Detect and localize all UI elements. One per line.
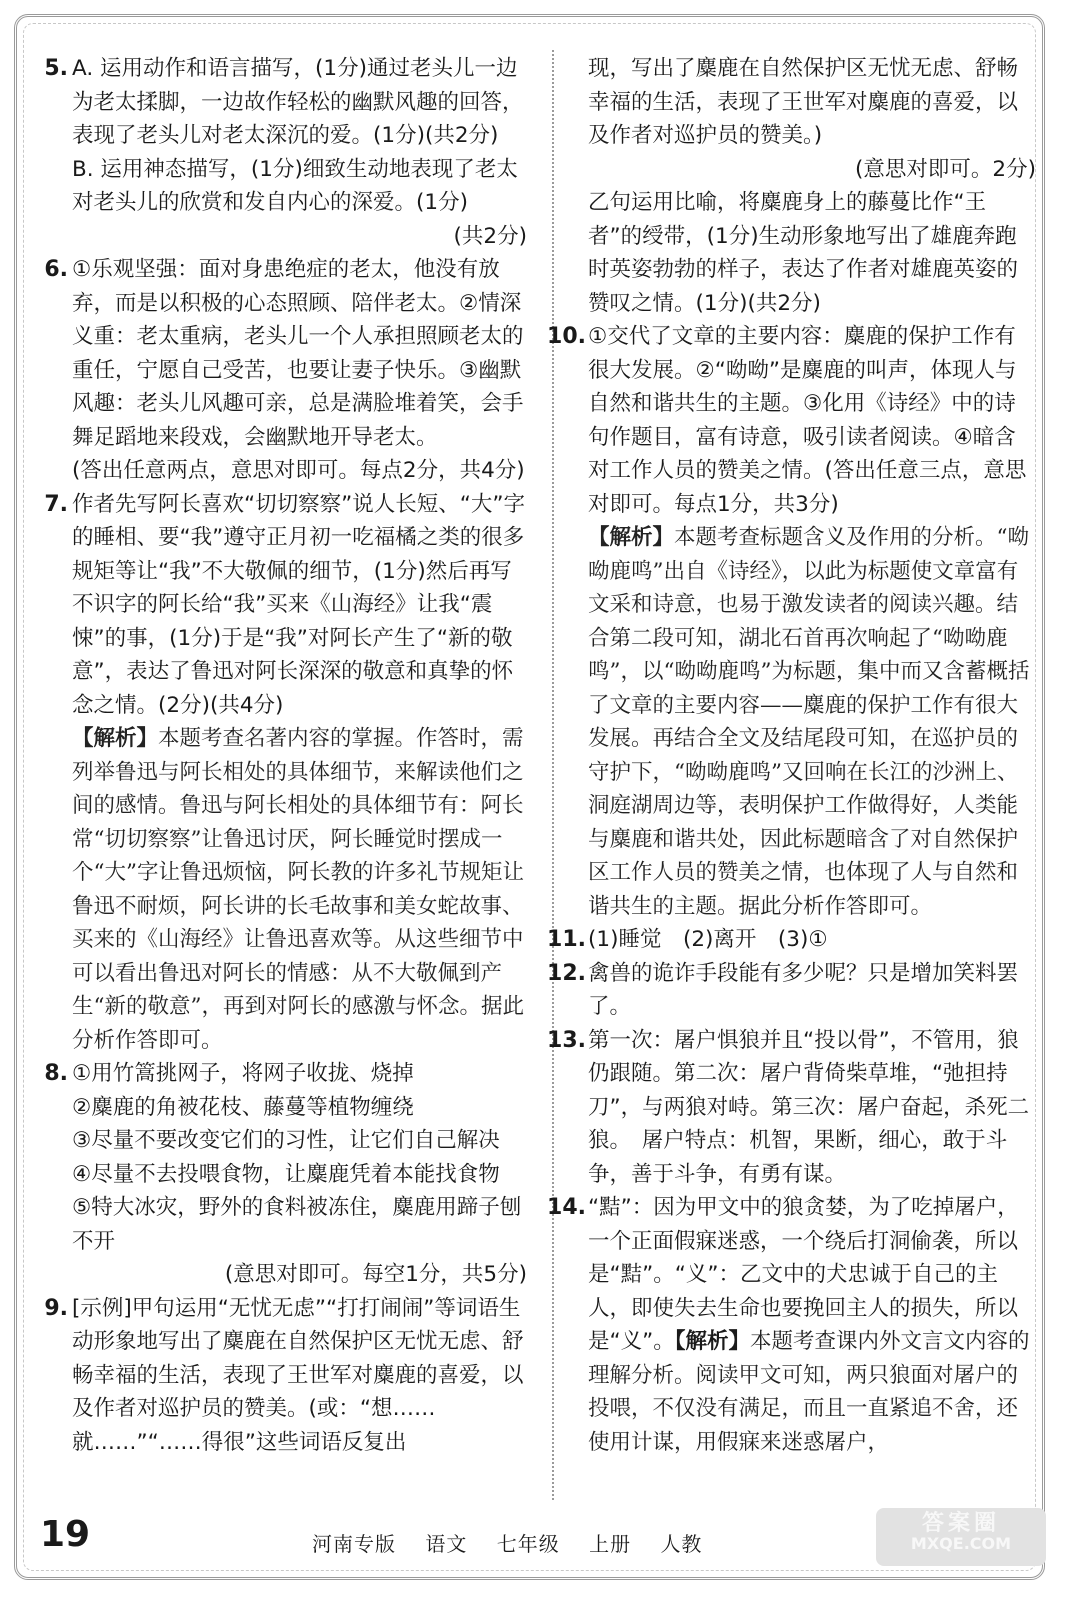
score-note: (意思对即可。每空1分，共5分) <box>224 1262 527 1287</box>
analysis <box>588 521 1036 923</box>
answer-line-3: ③尽量不要改变它们的习性，让它们自己解决 <box>72 1128 500 1153</box>
publication-info <box>312 1528 724 1557</box>
analysis-tag: 【解析】 <box>674 1329 751 1354</box>
right-column <box>547 52 1036 1459</box>
question-number: 6. <box>44 257 68 282</box>
edition: 河南专版 <box>312 1532 396 1556</box>
answer-14 <box>547 1191 1036 1459</box>
grade: 七年级 <box>496 1532 560 1556</box>
answer-text: ①交代了文章的主要内容：麋鹿的保护工作有很大发展。②“呦呦”是麋鹿的叫声，体现人与自然和谐共生的主题。③化用《诗经》中的诗句作题目，富有诗意，吸引读者阅读。④暗含对工作人员的赞美之情。(答出任意三点，意思对即可。每点1分，共3分) <box>588 324 1027 517</box>
left-column <box>44 52 527 1459</box>
question-number: 7. <box>44 491 68 517</box>
question-number: 9. <box>44 1295 68 1321</box>
answer-text: [示例]甲句运用“无忧无虑”“打打闹闹”等词语生动形象地写出了麋鹿在自然保护区无忧无虑、舒畅幸福的生活，表现了王世军对麋鹿的喜爱，以及作者对巡护员的赞美。(或：“想……就……”“……得很”这些词语反复出 <box>72 1295 524 1455</box>
question-number: 8. <box>44 1061 68 1086</box>
analysis-text: 本题考查课内外文言文内容的理解分析。阅读甲文可知，两只狼面对屠户的投喂，不仅没有满足，而且一直紧追不舍，还使用计谋，用假寐来迷惑屠户， <box>588 1329 1030 1455</box>
answer-10 <box>547 320 1036 923</box>
answer-text: (1)睡觉 (2)离开 (3)① <box>588 927 828 952</box>
score-note: (答出任意两点，意思对即可。每点2分，共4分) <box>72 458 525 483</box>
answer-line-4: ④尽量不去投喂食物，让麋鹿凭着本能找食物 <box>72 1161 500 1187</box>
answer-12 <box>547 957 1036 1024</box>
answer-5 <box>44 52 527 253</box>
score-note: (意思对即可。2分) <box>855 156 1036 182</box>
answer-text: 作者先写阿长喜欢“切切察察”说人长短、“大”字的睡相、要“我”遵守正月初一吃福橘之类的很多规矩等让“我”不大敬佩的细节，(1分)然后再写不识字的阿长给“我”买来《山海经》让我“震悚”的事，(1分)于是“我”对阿长产生了“新的敬意”，表达了鲁迅对阿长深深的敬意和真挚的怀念之情。(2分)(共4分) <box>72 491 526 718</box>
watermark-url: MXQE.COM <box>910 1534 1012 1553</box>
answer-5a: A. 运用动作和语言描写，(1分)通过老头儿一边为老太揉脚，一边故作轻松的幽默风趣的回答，表现了老头儿对老太深沉的爱。(1分)(共2分) <box>72 56 524 148</box>
subject: 语文 <box>425 1532 468 1556</box>
score-note: (共2分) <box>453 223 527 249</box>
question-number: 12. <box>547 960 586 986</box>
answer-14-text: “黠”：因为甲文中的狼贪婪，为了吃掉屠户，一个正面假寐迷惑，一个绕后打洞偷袭，所以是“黠”。“义”：乙文中的犬忠诚于自己的主人，即使失去生命也要挽回主人的损失，所以是“义”。 <box>588 1195 1019 1354</box>
answer-text: 现，写出了麋鹿在自然保护区无忧无虑、舒畅幸福的生活，表现了王世军对麋鹿的喜爱，以及作者对巡护员的赞美。) <box>588 56 1019 148</box>
answer-13 <box>547 1024 1036 1192</box>
analysis-tag: 【解析】 <box>588 525 675 550</box>
answer-6 <box>44 253 527 488</box>
answer-text: 第一次：屠户惧狼并且“投以骨”，不管用，狼仍跟随。第二次：屠户背倚柴草堆，“弛担持刀”，与两狼对峙。第三次：屠户奋起，杀死二狼。 屠户特点：机智，果断，细心，敢于斗争，善于斗争，有勇有谋。 <box>588 1027 1030 1187</box>
page-footer <box>40 1511 1030 1564</box>
answer-9b: 乙句运用比喻，将麋鹿身上的藤蔓比作“王者”的绶带，(1分)生动形象地写出了雄鹿奔跑时英姿勃勃的样子，表达了作者对雄鹿英姿的赞叹之情。(1分)(共2分) <box>588 190 1019 316</box>
answer-text: ①乐观坚强：面对身患绝症的老太，他没有放弃，而是以积极的心态照顾、陪伴老太。②情深义重：老太重病，老头儿一个人承担照顾老太的重任，宁愿自己受苦，也要让妻子快乐。③幽默风趣：老头儿风趣可亲，总是满脸堆着笑，会手舞足蹈地来段戏，会幽默地开导老太。 <box>72 257 524 450</box>
answer-line-2: ②麋鹿的角被花枝、藤蔓等植物缠绕 <box>72 1094 414 1120</box>
answer-5b: B. 运用神态描写，(1分)细致生动地表现了老太对老头儿的欣赏和发自内心的深爱。(1分) <box>72 156 518 215</box>
page-number: 19 <box>40 1514 91 1555</box>
answer-text: 禽兽的诡诈手段能有多少呢？只是增加笑料罢了。 <box>588 960 1019 1019</box>
answer-11 <box>547 923 1036 957</box>
analysis-text: 本题考查标题含义及作用的分析。“呦呦鹿鸣”出自《诗经》，以此为标题使文章富有文采和诗意，也易于激发读者的阅读兴趣。结合第二段可知，湖北石首再次响起了“呦呦鹿鸣”，以“呦呦鹿鸣”为标题，集中而又含蓄概括了文章的主要内容——麋鹿的保护工作有很大发展。再结合全文及结尾段可知，在巡护员的守护下，“呦呦鹿鸣”又回响在长江的沙洲上、洞庭湖周边等，表明保护工作做得好，人类能与麋鹿和谐共处，因此标题暗含了对自然保护区工作人员的赞美之情，也体现了人与自然和谐共生的主题。据此分析作答即可。 <box>588 525 1030 919</box>
publisher: 人教 <box>660 1532 703 1556</box>
answer-line-5: ⑤特大冰灾，野外的食料被冻住，麋鹿用蹄子刨不开 <box>72 1195 522 1254</box>
answer-7 <box>44 488 527 1058</box>
answer-9-continued <box>588 52 1036 320</box>
answer-text <box>588 1191 1036 1459</box>
answer-line-1: ①用竹篙挑网子，将网子收拢、烧掉 <box>72 1061 414 1086</box>
column-divider <box>552 50 554 1500</box>
question-number: 13. <box>547 1027 586 1053</box>
watermark-logo <box>876 1508 1046 1566</box>
analysis <box>72 722 527 1057</box>
question-number: 11. <box>547 927 586 952</box>
analysis-tag: 【解析】 <box>72 726 159 751</box>
answer-8 <box>44 1057 527 1292</box>
question-number: 14. <box>547 1195 586 1220</box>
watermark-title: 答案圈 <box>921 1511 1000 1536</box>
answer-9 <box>44 1292 527 1460</box>
question-number: 10. <box>547 324 586 349</box>
analysis-text: 本题考查名著内容的掌握。作答时，需列举鲁迅与阿长相处的具体细节，来解读他们之间的感情。鲁迅与阿长相处的具体细节有：阿长常“切切察察”让鲁迅讨厌，阿长睡觉时摆成一个“大”字让鲁迅烦恼，阿长教的许多礼节规矩让鲁迅不耐烦，阿长讲的长毛故事和美女蛇故事、买来的《山海经》让鲁迅喜欢等。从这些细节中可以看出鲁迅对阿长的情感：从不大敬佩到产生“新的敬意”，再到对阿长的感激与怀念。据此分析作答即可。 <box>72 726 524 1053</box>
volume: 上册 <box>589 1532 632 1556</box>
question-number: 5. <box>44 56 68 81</box>
